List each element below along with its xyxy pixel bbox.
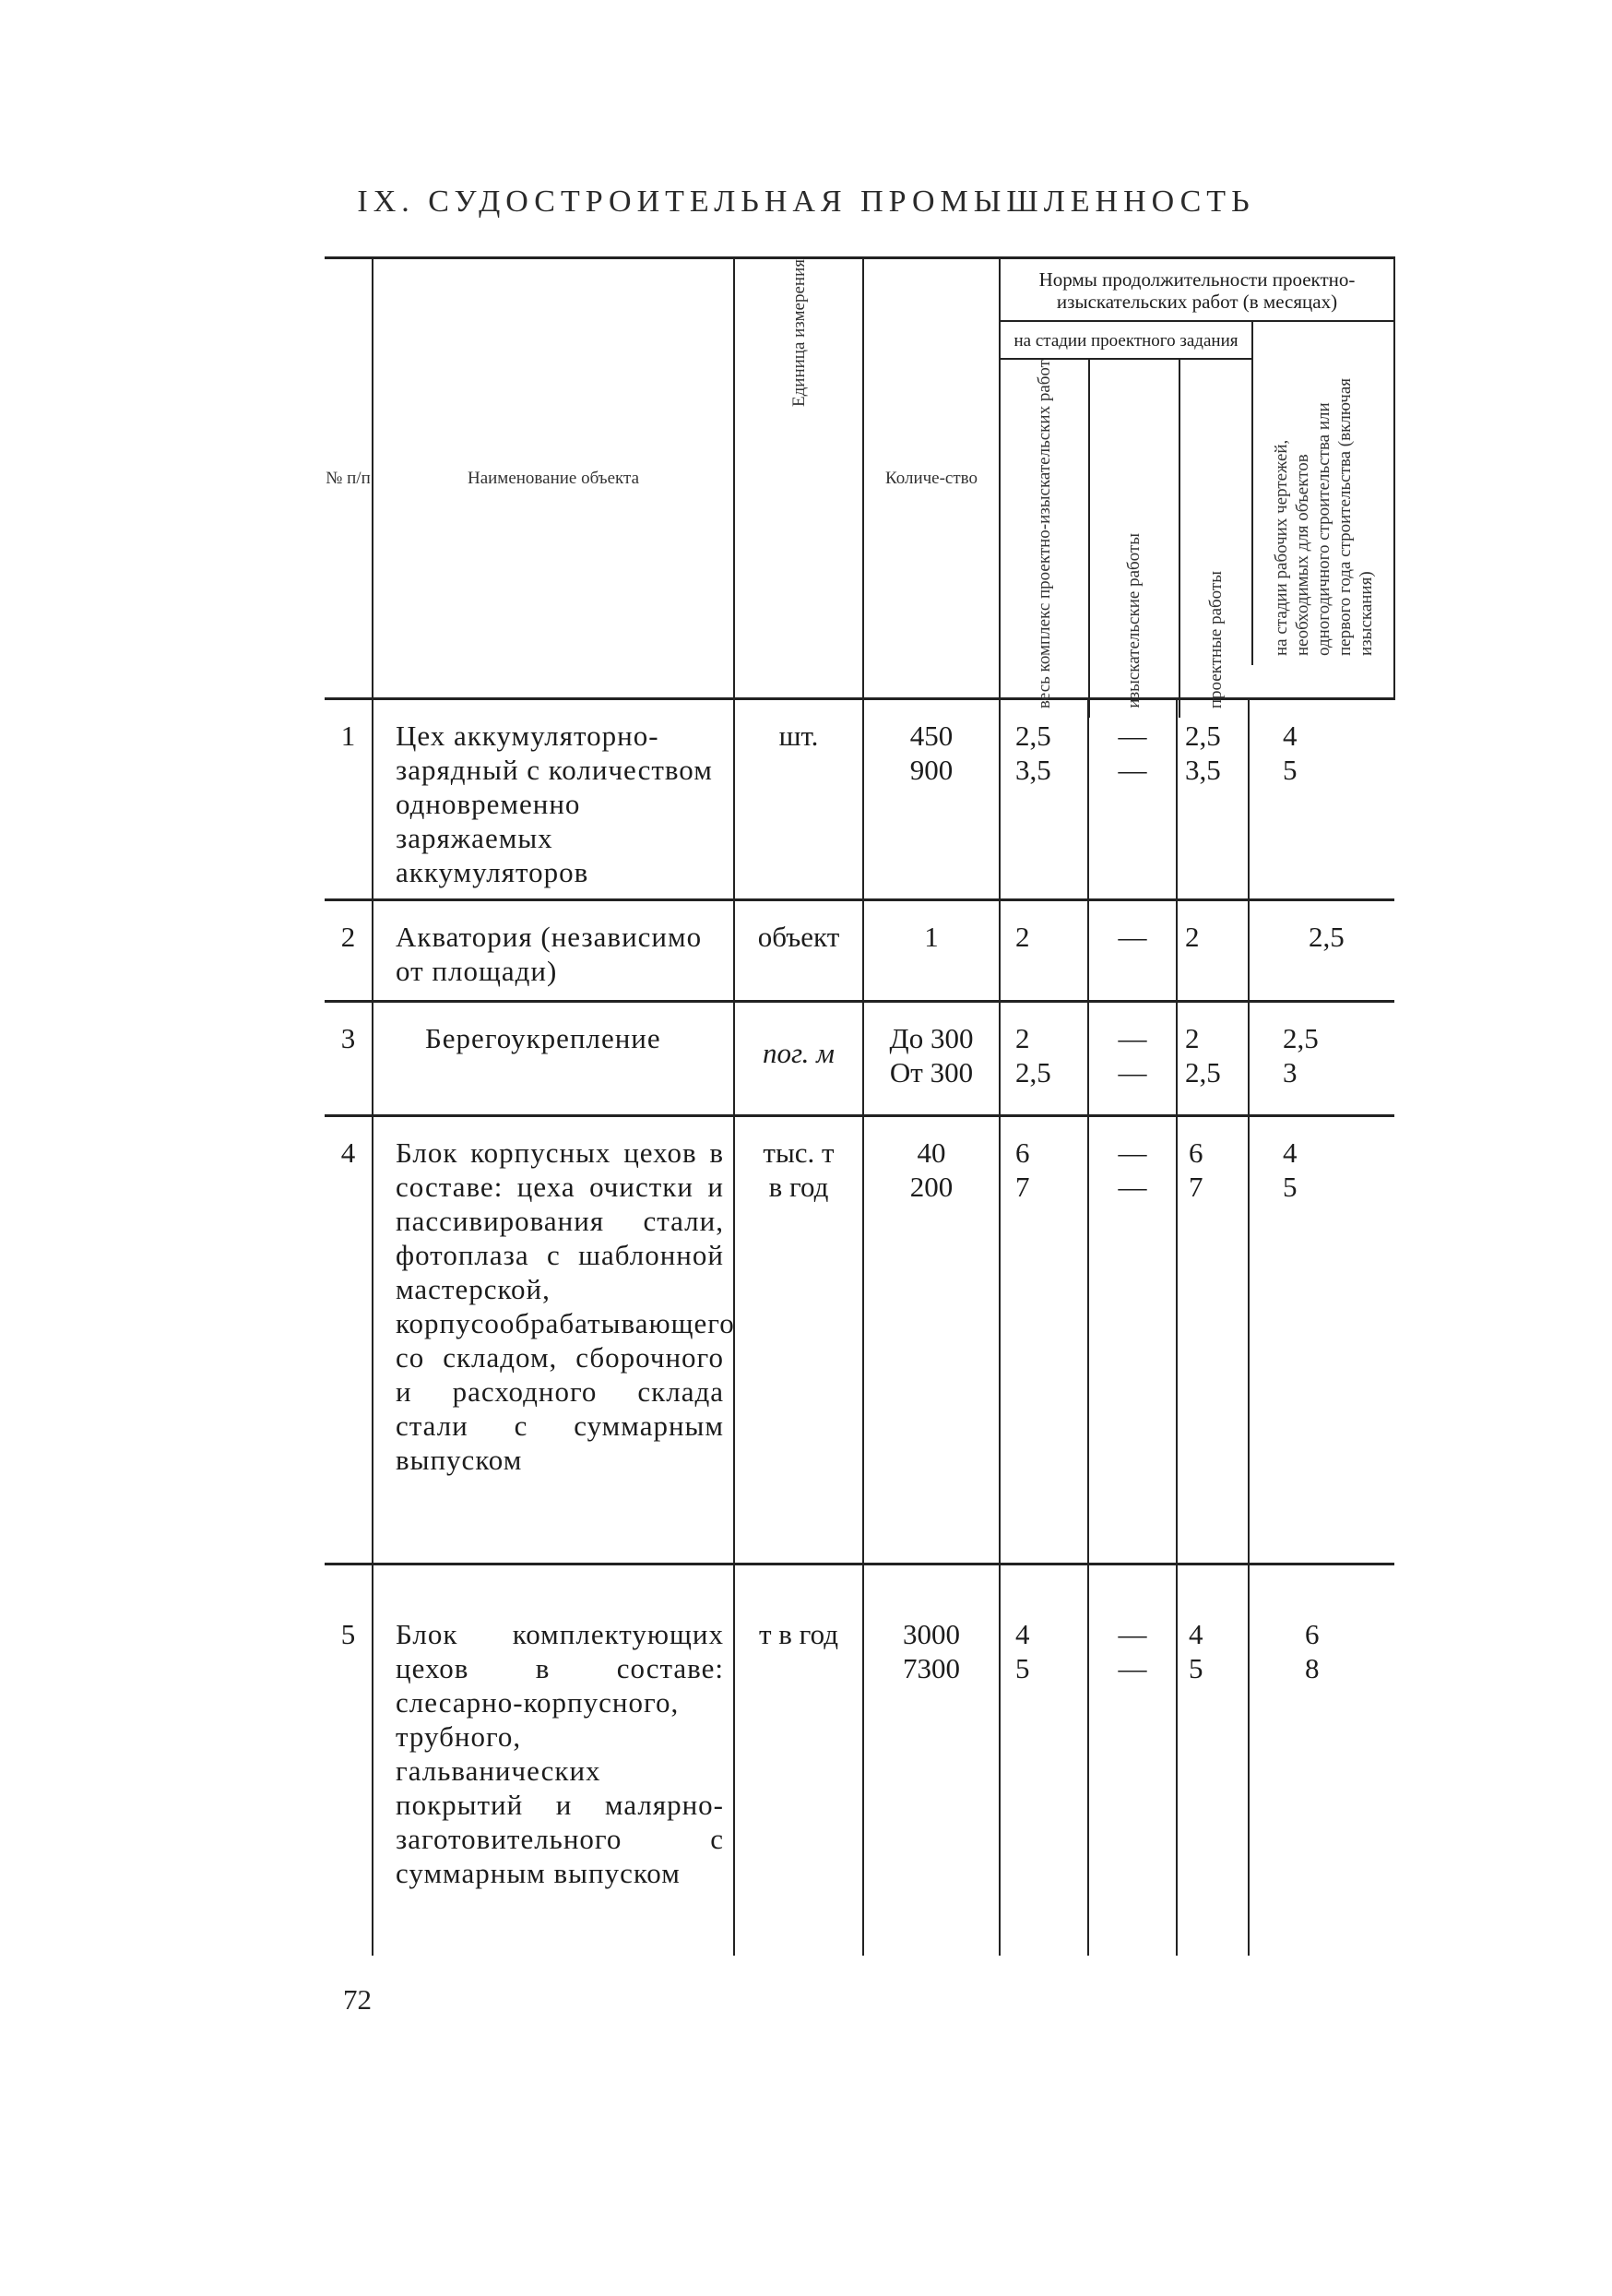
row-qty: 450 900 — [863, 699, 1000, 900]
row-num: 5 — [325, 1564, 373, 1956]
header-norms: Нормы продолжительности проектно-изыскательских работ (в месяцах) — [1001, 259, 1393, 322]
row-design: 2 — [1177, 900, 1249, 1002]
row-num: 3 — [325, 1002, 373, 1116]
row-name: Акватория (независимо от площади) — [373, 900, 734, 1002]
row-all: 4 5 — [1000, 1564, 1088, 1956]
header-norms-group — [1000, 258, 1394, 709]
row-name: Блок корпусных цехов в составе: цеха очистки и пассивирования стали, фотоплаза с шаблонной мастерской, корпусообрабатывающего со складом, сборочного и расходного склада стали с суммарным выпуском — [373, 1116, 734, 1564]
row-all: 6 7 — [1000, 1116, 1088, 1564]
header-design: проектные работы — [1205, 570, 1226, 709]
row-all: 2 2,5 — [1000, 1002, 1088, 1116]
row-working: 2,5 3 — [1249, 1002, 1394, 1116]
row-name: Цех аккумуляторно-зарядный с количеством одновременно заряжаемых аккумуляторов — [373, 699, 734, 900]
row-working: 2,5 — [1249, 900, 1394, 1002]
row-all: 2,5 3,5 — [1000, 699, 1088, 900]
row-qty: 3000 7300 — [863, 1564, 1000, 1956]
row-unit: шт. — [734, 699, 863, 900]
row-survey: — — — [1088, 1002, 1177, 1116]
header-num: № п/п — [325, 258, 373, 699]
header-sub-columns — [1001, 322, 1393, 709]
row-name: Берегоукрепление — [373, 1002, 734, 1116]
row-unit: пог. м — [734, 1002, 863, 1116]
table-row — [325, 699, 1394, 900]
header-unit: Единица измерения — [734, 258, 863, 699]
row-num: 2 — [325, 900, 373, 1002]
table-row — [325, 1002, 1394, 1116]
row-working: 6 8 — [1249, 1564, 1394, 1956]
header-row — [325, 258, 1394, 699]
header-qty: Количе-ство — [863, 258, 1000, 699]
header-working: на стадии рабочих чертежей, необходимых для объектов одногодичного строительства или первого года строительства (включая изыскания) — [1271, 377, 1376, 656]
header-stage: на стадии проектного задания — [1001, 322, 1251, 360]
header-stage-group — [1001, 322, 1253, 709]
header-all: весь комплекс проектно-изыскательских работ — [1001, 360, 1090, 718]
header-survey: изыскательские работы — [1090, 360, 1179, 718]
row-working: 4 5 — [1249, 699, 1394, 900]
row-design: 2,5 3,5 — [1177, 699, 1249, 900]
row-unit: тыс. т в год — [734, 1116, 863, 1564]
row-design: 6 7 — [1177, 1116, 1249, 1564]
table-row — [325, 1116, 1394, 1564]
row-survey: — — — [1088, 1116, 1177, 1564]
row-survey: — — — [1088, 699, 1177, 900]
row-design: 2 2,5 — [1177, 1002, 1249, 1116]
row-design: 4 5 — [1177, 1564, 1249, 1956]
row-unit: объект — [734, 900, 863, 1002]
row-name: Блок комплектующих цехов в составе: слесарно-корпусного, трубного, гальванических покрытий и малярно-заготовительного с суммарным выпуском — [373, 1564, 734, 1956]
row-qty: 1 — [863, 900, 1000, 1002]
row-survey: — — — [1088, 1564, 1177, 1956]
row-survey: — — [1088, 900, 1177, 1002]
page-number: 72 — [343, 1983, 372, 2016]
row-num: 4 — [325, 1116, 373, 1564]
header-name: Наименование объекта — [373, 258, 734, 699]
row-qty: До 300 От 300 — [863, 1002, 1000, 1116]
row-num: 1 — [325, 699, 373, 900]
page-title: IX. СУДОСТРОИТЕЛЬНАЯ ПРОМЫШЛЕННОСТЬ — [357, 184, 1255, 219]
table-row — [325, 900, 1394, 1002]
norms-table — [325, 256, 1395, 1956]
table-row — [325, 1564, 1394, 1956]
row-all: 2 — [1000, 900, 1088, 1002]
row-qty: 40 200 — [863, 1116, 1000, 1564]
row-working: 4 5 — [1249, 1116, 1394, 1564]
row-unit: т в год — [734, 1564, 863, 1956]
